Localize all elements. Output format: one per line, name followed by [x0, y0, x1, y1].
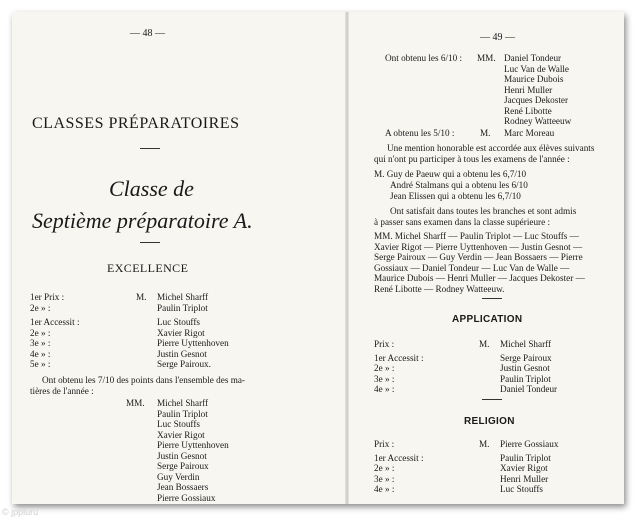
five-tenths-label: A obtenu les 5/10 : [385, 128, 455, 138]
rank-label: 3e » : [30, 338, 51, 348]
title-mm: MM. [126, 398, 145, 408]
student-name: Michel Sharff [157, 398, 209, 408]
mention-line5: Jean Elissen qui a obtenu les 6,7/10 [390, 191, 521, 201]
excellence-names [157, 292, 229, 370]
student-name: Luc Van de Walle [504, 63, 569, 74]
rank-label: 1er Accessit : [374, 452, 424, 463]
class-title-line1: Classe de [109, 176, 194, 201]
student-name: Pierre Gossiaux [157, 492, 216, 503]
student-name: Michel Sharff [500, 339, 552, 349]
application-names [500, 339, 557, 395]
names-line: Maurice Dubois — Henri Muller — Jacques Dekoster — [374, 273, 585, 283]
divider [140, 242, 160, 243]
names-line: MM. Michel Sharff — Paulin Triplot — Luc Stouffs — [374, 231, 579, 241]
student-name: Paulin Triplot [157, 302, 208, 313]
book-spread [12, 12, 624, 504]
note-7-10-line2: tières de l'année : [30, 386, 94, 396]
title-m: M. [136, 292, 147, 302]
student-name: Pierre Uyttenhoven [157, 440, 229, 450]
student-name: Luc Stouffs [157, 419, 200, 429]
student-name: Serge Pairoux [500, 352, 552, 363]
student-name: Henri Muller [504, 84, 553, 95]
student-name: Justin Gesnot [157, 348, 207, 359]
student-name: Pierre Gossiaux [500, 439, 559, 449]
title-m: M. [479, 339, 490, 349]
divider [140, 148, 160, 149]
satisfait-line2: à passer sans examen dans la classe supérieure : [374, 217, 551, 227]
note-7-10-line1: Ont obtenu les 7/10 des points dans l'ensemble des ma- [42, 375, 245, 385]
rank-label: 4e » : [374, 384, 395, 394]
rank-label: 2e » : [30, 327, 51, 338]
watermark: © jppluru [2, 507, 39, 517]
class-title-line2: Septième préparatoire A. [32, 208, 253, 233]
student-name: Paulin Triplot [500, 373, 551, 384]
student-name: Jacques Dekoster [504, 95, 569, 105]
religion-names [500, 439, 558, 495]
rank-label: 4e » : [374, 484, 395, 494]
note-7-10-names [157, 398, 229, 503]
student-name: Paulin Triplot [500, 452, 551, 463]
rank-label: 1er Accessit : [30, 317, 80, 327]
application-ranks [374, 339, 424, 395]
mention-line1: Une mention honorable est accordée aux élèves suivants [387, 143, 595, 153]
student-name: Michel Sharff [157, 292, 209, 302]
section-title: CLASSES PRÉPARATOIRES [32, 115, 240, 132]
rank-label: 5e » : [30, 359, 51, 369]
student-name: Jean Bossaers [157, 482, 209, 492]
student-name: Paulin Triplot [157, 408, 208, 419]
student-name: Xavier Rigot [157, 429, 205, 440]
mention-line2: qui n'ont pu participer à tous les examens de l'année : [374, 154, 570, 164]
rank-label: 3e » : [374, 373, 395, 384]
page-number-49: — 49 — [480, 32, 515, 43]
excellence-heading: EXCELLENCE [107, 261, 189, 275]
satisfait-names [374, 231, 585, 294]
six-tenths-names [504, 53, 571, 127]
rank-label: 3e » : [374, 473, 395, 484]
student-name: Pierre Uyttenhoven [157, 338, 229, 348]
student-name: René Libotte [504, 105, 552, 116]
mention-line4: André Stalmans qui a obtenu les 6/10 [390, 180, 528, 190]
excellence-ranks [30, 292, 80, 370]
rank-label: Prix : [374, 439, 395, 449]
student-name: Maurice Dubois [504, 74, 564, 84]
satisfait-line1: Ont satisfait dans toutes les branches et sont admis [390, 206, 577, 216]
student-name: Luc Stouffs [157, 317, 200, 327]
student-name: Xavier Rigot [500, 463, 548, 473]
rank-label: 2e » : [374, 363, 395, 373]
rank-label: 1er Prix : [30, 292, 65, 302]
names-line: Xavier Rigot — Pierre Uyttenhoven — Justin Gesnot — [374, 241, 583, 252]
student-name: Justin Gesnot [500, 363, 550, 373]
student-name: Henri Muller [500, 473, 549, 484]
student-name: Daniel Tondeur [500, 384, 558, 394]
student-name: Rodney Watteeuw [504, 116, 572, 126]
rank-label: 4e » : [30, 348, 51, 359]
student-name: Justin Gesnot [157, 450, 207, 461]
religion-ranks [374, 439, 424, 495]
religion-heading: RELIGION [464, 416, 515, 427]
title-m: M. [480, 128, 491, 138]
divider [482, 399, 502, 400]
page-number-48: — 48 — [130, 28, 165, 39]
student-name: Xavier Rigot [157, 327, 205, 338]
rank-label: 1er Accessit : [374, 352, 424, 363]
student-name: Marc Moreau [504, 128, 555, 138]
student-name: Serge Pairoux [157, 461, 209, 471]
names-line: Serge Pairoux — Guy Verdin — Jean Bossaers — Pierre [374, 252, 583, 262]
book-gutter [345, 12, 349, 504]
student-name: Guy Verdin [157, 471, 200, 482]
application-heading: APPLICATION [452, 314, 523, 325]
names-line: Gossiaux — Daniel Tondeur — Luc Van de Walle — [374, 262, 570, 273]
divider [482, 298, 502, 299]
names-line: René Libotte — Rodney Watteeuw. [374, 283, 505, 294]
student-name: Daniel Tondeur [504, 53, 562, 63]
title-m: M. [479, 439, 490, 449]
mention-line3: M. Guy de Paeuw qui a obtenu les 6,7/10 [374, 169, 527, 179]
six-tenths-label: Ont obtenu les 6/10 : [385, 53, 463, 63]
rank-label: 2e » : [374, 463, 395, 473]
rank-label: Prix : [374, 339, 395, 349]
rank-label: 2e » : [30, 302, 51, 313]
student-name: Serge Pairoux. [157, 359, 211, 369]
title-mm: MM. [477, 53, 496, 63]
student-name: Luc Stouffs [500, 484, 543, 494]
